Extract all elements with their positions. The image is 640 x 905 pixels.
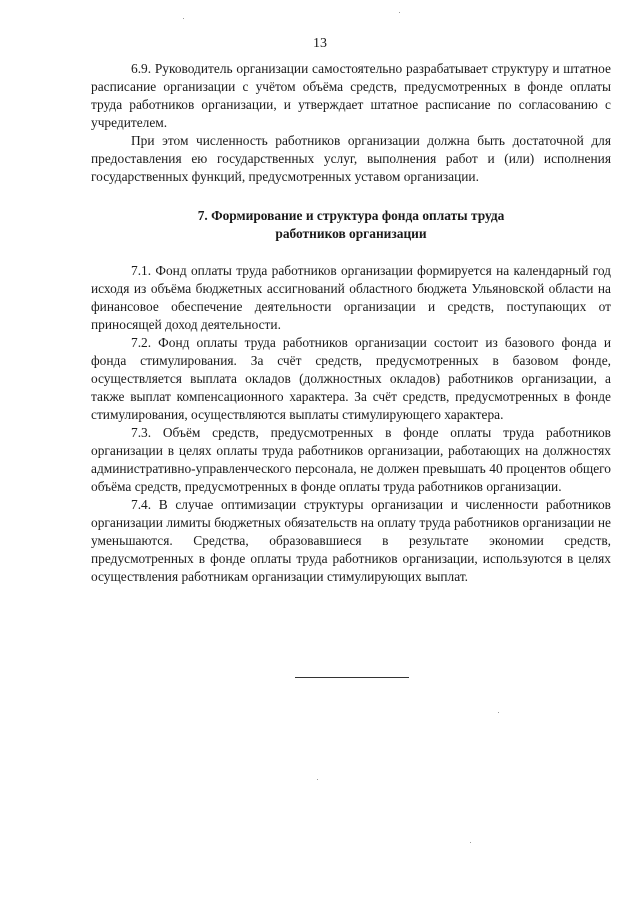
scan-speck [470,842,471,843]
section-heading [91,207,611,243]
paragraph-6-9: 6.9. Руководитель организации самостоятельно разрабатывает структуру и штатное расписание организации с учётом объёма средств, предусмотренных в фонде оплаты труда работников организации, и утверждает штатное расписание по согласованию с учредителем. [91,61,611,130]
end-separator-line [295,677,409,678]
paragraph-7-1: 7.1. Фонд оплаты труда работников организации формируется на календарный год исходя из объёма бюджетных ассигнований областного бюджета Ульяновской области на финансовое обеспечение деятельности организации и средств, поступающих от приносящей доход деятельности. [91,263,611,332]
scan-speck [399,12,400,13]
scan-speck [183,18,184,19]
paragraph-7-4: 7.4. В случае оптимизации структуры организации и численности работников организации лимиты бюджетных обязательств на оплату труда работников организации не уменьшаются. Средства, образовавшиеся в результате экономии средств, предусмотренных в фонде оплаты труда работников организации, используются в целях осуществления работникам организации стимулирующих выплат. [91,497,611,584]
section-heading-line1: 7. Формирование и структура фонда оплаты труда [197,208,505,223]
paragraph-staff-count: При этом численность работников организации должна быть достаточной для предоставления ею государственных услуг, выполнения работ и (или) исполнения государственных функций, предусмотренных уставом организации. [91,133,611,184]
page-number: 13 [313,36,327,51]
document-body [91,60,611,586]
paragraph-7-3: 7.3. Объём средств, предусмотренных в фонде оплаты труда работников организации в целях оплаты труда работников организации, работающих на должностях административно-управленческого персонала, не должен превышать 40 процентов общего объёма средств, предусмотренных в фонде оплаты труда работников организации. [91,425,611,494]
paragraph-7-2: 7.2. Фонд оплаты труда работников организации состоит из базового фонда и фонда стимулирования. За счёт средств, предусмотренных в базовом фонде, осуществляется выплата окладов (должностных окладов) работников организации, а также выплат компенсационного характера. За счёт средств, предусмотренных в фонде стимулирования, осуществляются выплаты стимулирующего характера. [91,335,611,422]
scan-speck [317,779,318,780]
scan-speck [498,712,499,713]
section-heading-line2: работников организации [275,226,427,241]
